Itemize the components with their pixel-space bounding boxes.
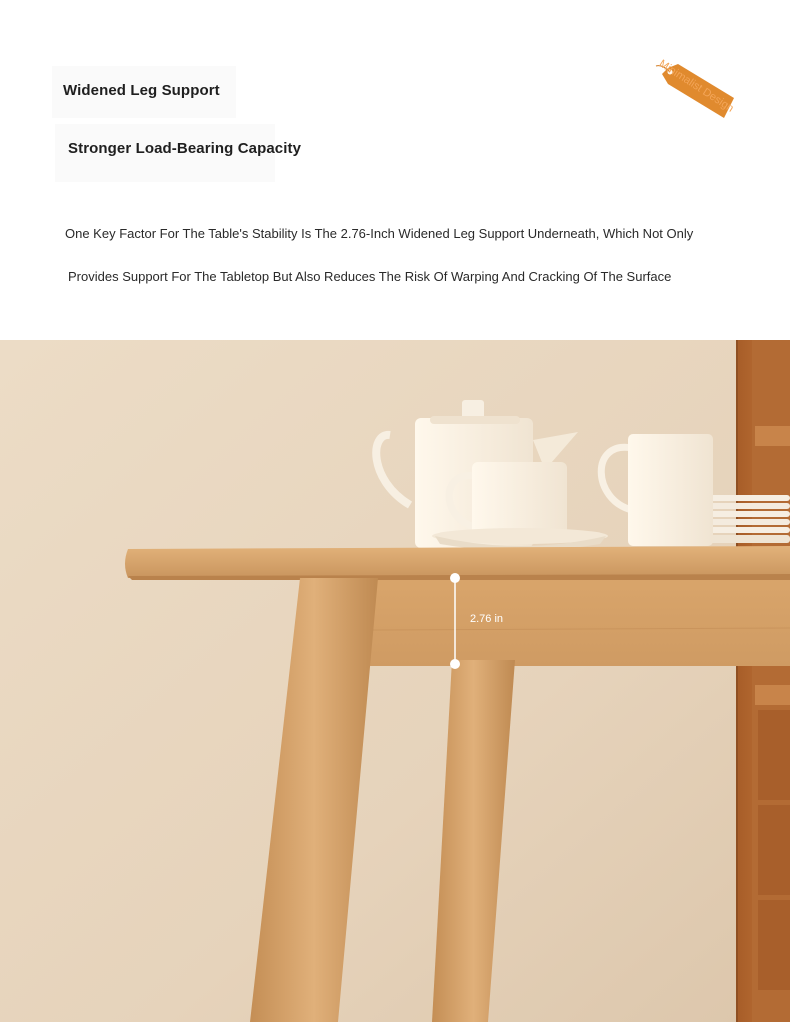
leg-width-label: 2.76 in <box>470 613 504 625</box>
product-photo <box>0 340 790 1022</box>
description-line-1: One Key Factor For The Table's Stability Is The 2.76-Inch Widened Leg Support Underneath, Which Not Only <box>65 226 694 241</box>
tag-label: Minimalist Design <box>656 57 736 115</box>
table-apron <box>370 576 790 666</box>
feature-title: Widened Leg Support <box>63 82 220 99</box>
feature-subtitle: Stronger Load-Bearing Capacity <box>68 140 302 157</box>
description-line-2: Provides Support For The Tabletop But Also Reduces The Risk Of Warping And Cracking Of The Surface <box>68 269 672 284</box>
info-panel <box>0 0 790 340</box>
cabinet <box>737 340 790 1022</box>
